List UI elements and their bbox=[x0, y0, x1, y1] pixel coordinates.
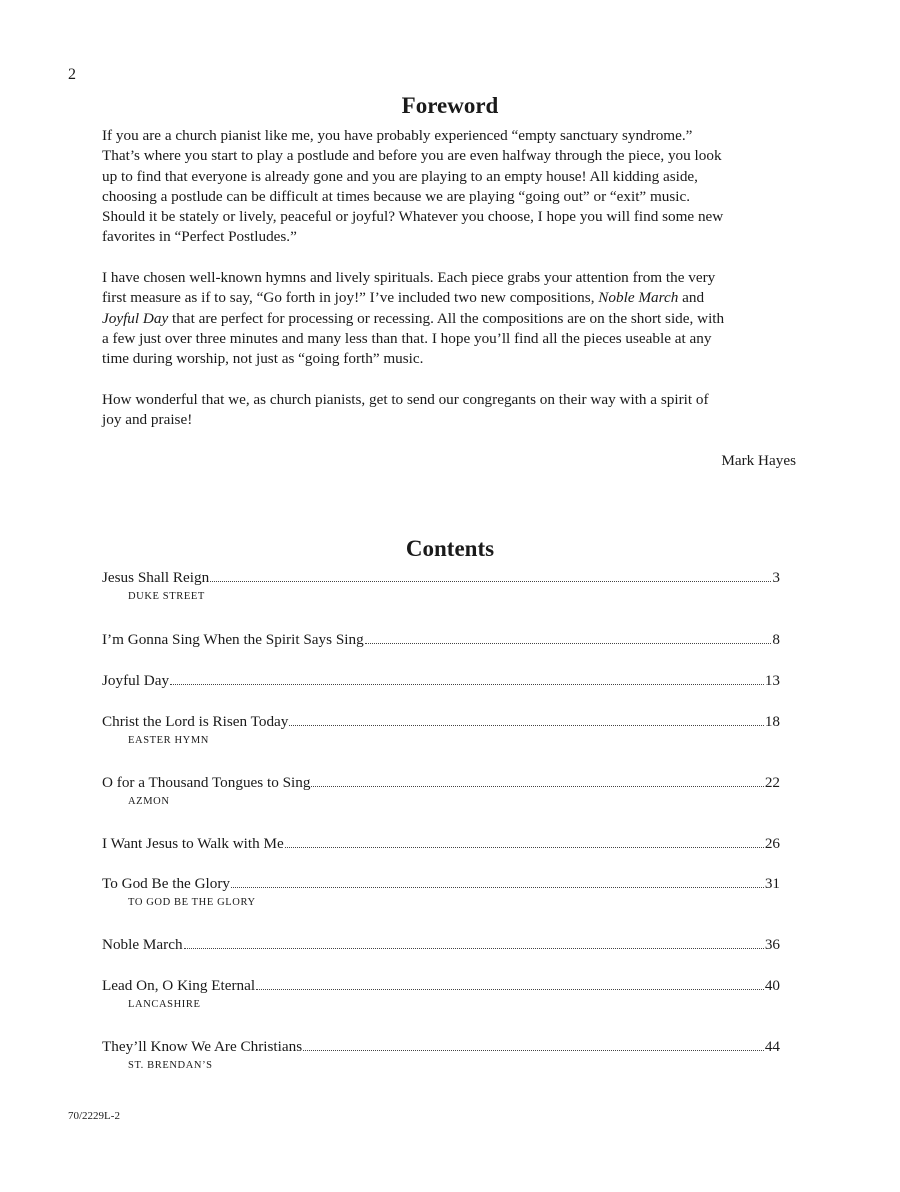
author-signature: Mark Hayes bbox=[721, 452, 796, 469]
toc-row bbox=[102, 671, 780, 691]
toc-tune-name: TO GOD BE THE GLORY bbox=[128, 897, 256, 908]
toc-tune-name: DUKE STREET bbox=[128, 591, 205, 602]
toc-page-number: 22 bbox=[764, 774, 780, 791]
toc-entry[interactable] bbox=[102, 773, 780, 807]
toc-page-number: 36 bbox=[764, 936, 780, 953]
toc-title: Joyful Day bbox=[102, 672, 170, 689]
toc-entry[interactable] bbox=[102, 935, 780, 955]
toc-page-number: 40 bbox=[764, 977, 780, 994]
toc-row bbox=[102, 773, 780, 793]
toc-title: Noble March bbox=[102, 936, 183, 953]
toc-title: I Want Jesus to Walk with Me bbox=[102, 835, 284, 852]
toc-row bbox=[102, 874, 780, 894]
foreword-line bbox=[102, 288, 798, 308]
catalog-number: 70/2229L-2 bbox=[68, 1110, 120, 1122]
toc-entry[interactable] bbox=[102, 712, 780, 746]
toc-title: Jesus Shall Reign bbox=[102, 569, 210, 586]
toc-title: O for a Thousand Tongues to Sing bbox=[102, 774, 311, 791]
toc-dot-leader bbox=[210, 580, 771, 582]
toc-row bbox=[102, 935, 780, 955]
toc-entry[interactable] bbox=[102, 671, 780, 691]
toc-dot-leader bbox=[184, 947, 764, 949]
toc-dot-leader bbox=[365, 642, 772, 644]
foreword-line: How wonderful that we, as church pianists, get to send our congregants on their way with a spirit of bbox=[102, 390, 709, 408]
foreword-line: If you are a church pianist like me, you have probably experienced “empty sanctuary syndrome.” bbox=[102, 127, 693, 144]
foreword-body bbox=[102, 126, 798, 451]
foreword-line: a few just over three minutes and many less than that. I hope you’ll find all the pieces useable at any bbox=[102, 329, 712, 347]
foreword-line: That’s where you start to play a postlude and before you are even halfway through the piece, you look bbox=[102, 147, 722, 165]
foreword-line: favorites in “Perfect Postludes.” bbox=[102, 228, 297, 246]
foreword-line bbox=[102, 309, 798, 329]
title-noble-march: Noble March bbox=[598, 289, 679, 307]
foreword-paragraph-3 bbox=[102, 390, 798, 431]
toc-title: Lead On, O King Eternal bbox=[102, 977, 256, 994]
foreword-text: first measure as if to say, “Go forth in joy!” I’ve included two new compositions, bbox=[102, 289, 599, 307]
toc-entry[interactable] bbox=[102, 630, 780, 650]
toc-title: To God Be the Glory bbox=[102, 875, 231, 892]
foreword-heading: Foreword bbox=[401, 93, 499, 118]
title-joyful-day: Joyful Day bbox=[102, 309, 169, 327]
foreword-paragraph-2 bbox=[102, 268, 798, 369]
toc-row bbox=[102, 1037, 780, 1057]
toc-page-number: 26 bbox=[764, 835, 780, 852]
toc-title: They’ll Know We Are Christians bbox=[102, 1038, 303, 1055]
toc-tune-name: AZMON bbox=[128, 796, 170, 807]
foreword-line: Should it be stately or lively, peaceful or joyful? Whatever you choose, I hope you will find some new bbox=[102, 208, 724, 226]
toc-page-number: 18 bbox=[764, 713, 780, 730]
foreword-text: that are perfect for processing or recessing. All the compositions are on the short side, with bbox=[168, 309, 725, 327]
toc-dot-leader bbox=[231, 886, 764, 888]
toc-tune-name: EASTER HYMN bbox=[128, 735, 209, 746]
foreword-line: time during worship, not just as “going forth” music. bbox=[102, 350, 424, 368]
page-number: 2 bbox=[68, 66, 76, 83]
toc-title: I’m Gonna Sing When the Spirit Says Sing bbox=[102, 631, 364, 648]
toc-dot-leader bbox=[311, 785, 763, 787]
toc-entry[interactable] bbox=[102, 834, 780, 854]
toc-entry[interactable] bbox=[102, 874, 780, 908]
toc-page-number: 31 bbox=[764, 875, 780, 892]
toc-row bbox=[102, 976, 780, 996]
toc-dot-leader bbox=[289, 724, 763, 726]
toc-dot-leader bbox=[285, 846, 764, 848]
toc-dot-leader bbox=[303, 1049, 764, 1051]
toc-row bbox=[102, 834, 780, 854]
toc-dot-leader bbox=[170, 683, 764, 685]
foreword-text: and bbox=[678, 289, 705, 307]
toc-row bbox=[102, 712, 780, 732]
foreword-paragraph-1 bbox=[102, 126, 798, 248]
toc-entry[interactable] bbox=[102, 976, 780, 1010]
toc-page-number: 8 bbox=[772, 631, 780, 648]
toc-dot-leader bbox=[256, 988, 764, 990]
toc-row bbox=[102, 568, 780, 588]
toc-title: Christ the Lord is Risen Today bbox=[102, 713, 289, 730]
contents-heading: Contents bbox=[405, 536, 495, 561]
foreword-line: I have chosen well-known hymns and lively spirituals. Each piece grabs your attention from the very bbox=[102, 269, 716, 287]
foreword-line: up to find that everyone is already gone and you are playing to an empty house! All kidding aside, bbox=[102, 167, 698, 185]
foreword-line: joy and praise! bbox=[102, 411, 193, 429]
toc-page-number: 44 bbox=[764, 1038, 780, 1055]
toc-tune-name: LANCASHIRE bbox=[128, 999, 201, 1010]
toc-entry[interactable] bbox=[102, 1037, 780, 1071]
toc-page-number: 13 bbox=[764, 672, 780, 689]
foreword-line: choosing a postlude can be difficult at times because we are playing “going out” or “exit” music. bbox=[102, 187, 691, 205]
toc-page-number: 3 bbox=[772, 569, 780, 586]
toc-row bbox=[102, 630, 780, 650]
toc-tune-name: ST. BRENDAN’S bbox=[128, 1060, 213, 1071]
toc-entry[interactable] bbox=[102, 568, 780, 602]
